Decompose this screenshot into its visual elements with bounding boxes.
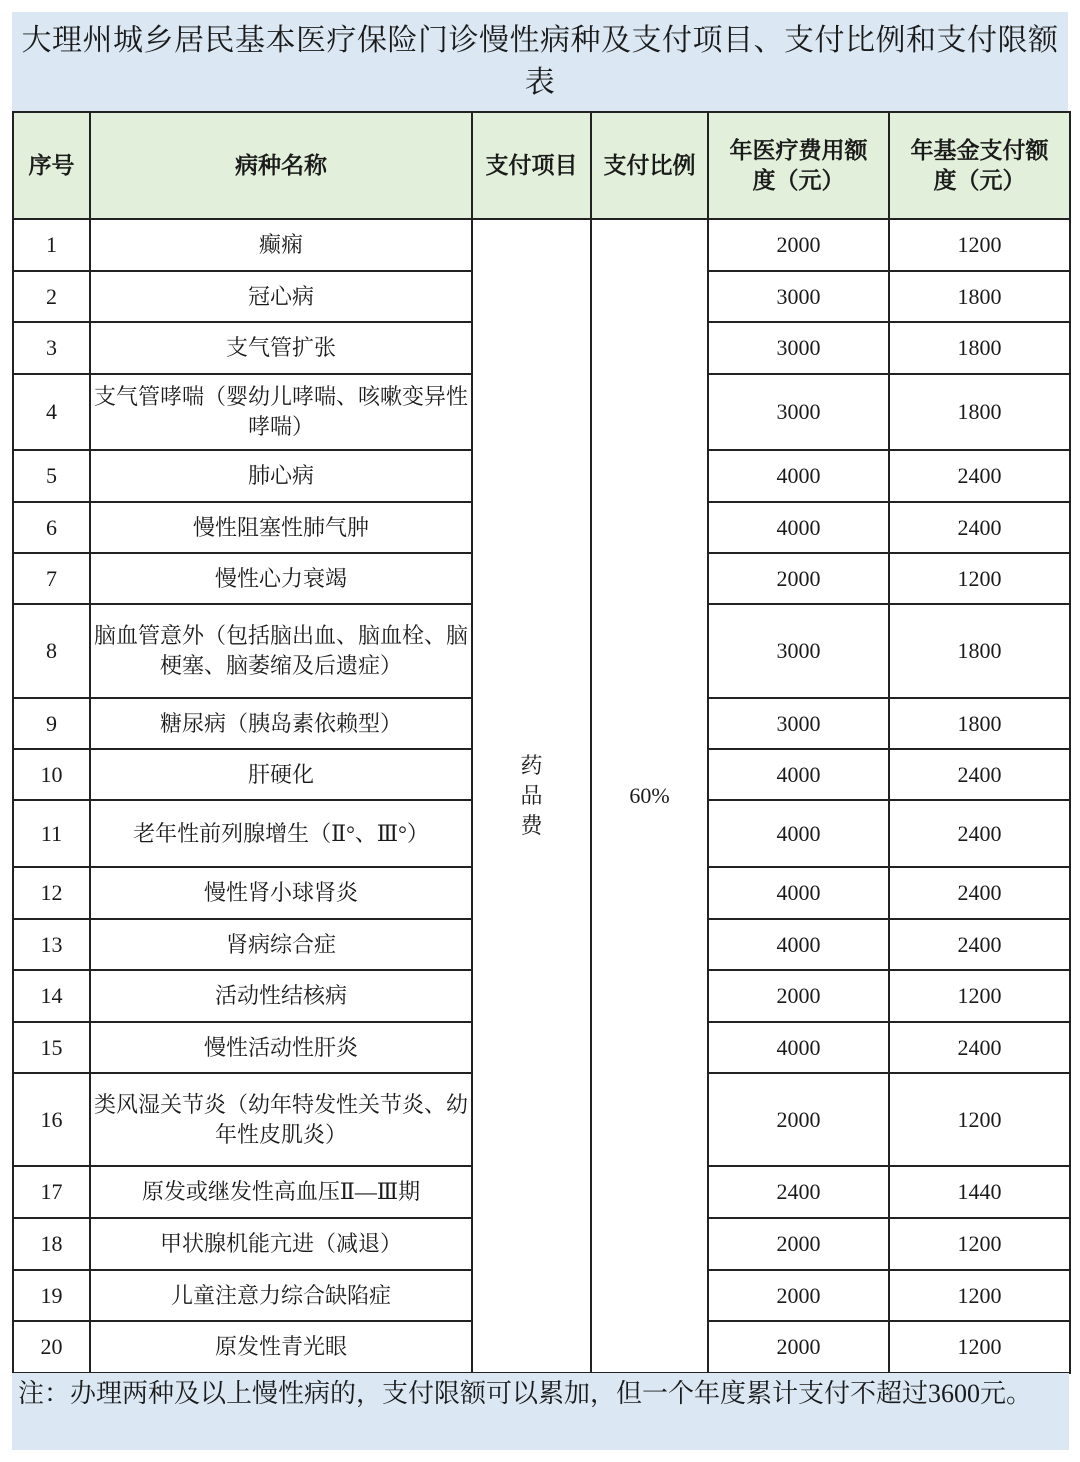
row-fund-limit: 1200 xyxy=(889,553,1070,604)
row-disease-name: 癫痫 xyxy=(90,219,472,271)
chronic-disease-table xyxy=(12,111,1071,1374)
footnote: 注：办理两种及以上慢性病的，支付限额可以累加，但一个年度累计支付不超过3600元。 xyxy=(12,1373,1069,1450)
row-fund-limit: 1200 xyxy=(889,219,1070,271)
row-disease-name: 糖尿病（胰岛素依赖型） xyxy=(90,698,472,749)
table-title: 大理州城乡居民基本医疗保险门诊慢性病种及支付项目、支付比例和支付限额表 xyxy=(12,12,1068,111)
row-disease-name: 原发或继发性高血压Ⅱ—Ⅲ期 xyxy=(90,1166,472,1218)
row-medical-limit: 4000 xyxy=(708,502,889,553)
row-no: 4 xyxy=(13,374,90,450)
row-disease-name: 脑血管意外（包括脑出血、脑血栓、脑梗塞、脑萎缩及后遗症） xyxy=(90,604,472,698)
row-medical-limit: 2400 xyxy=(708,1166,889,1218)
payment-item-text: 药品费 xyxy=(520,753,543,838)
row-fund-limit: 1200 xyxy=(889,1218,1070,1270)
row-medical-limit: 2000 xyxy=(708,1321,889,1373)
row-no: 19 xyxy=(13,1270,90,1321)
row-fund-limit: 1800 xyxy=(889,604,1070,698)
header-row xyxy=(13,112,1070,219)
row-disease-name: 支气管哮喘（婴幼儿哮喘、咳嗽变异性哮喘） xyxy=(90,374,472,450)
row-medical-limit: 3000 xyxy=(708,322,889,374)
header-medical-limit: 年医疗费用额度（元） xyxy=(708,112,889,219)
row-no: 14 xyxy=(13,970,90,1022)
row-fund-limit: 2400 xyxy=(889,919,1070,970)
row-disease-name: 慢性活动性肝炎 xyxy=(90,1022,472,1073)
row-no: 10 xyxy=(13,749,90,800)
row-no: 7 xyxy=(13,553,90,604)
row-disease-name: 肺心病 xyxy=(90,450,472,502)
row-fund-limit: 1200 xyxy=(889,1321,1070,1373)
table-row xyxy=(13,219,1070,271)
row-disease-name: 原发性青光眼 xyxy=(90,1321,472,1373)
row-disease-name: 慢性心力衰竭 xyxy=(90,553,472,604)
row-medical-limit: 2000 xyxy=(708,970,889,1022)
row-disease-name: 肝硬化 xyxy=(90,749,472,800)
header-fund-limit: 年基金支付额度（元） xyxy=(889,112,1070,219)
row-fund-limit: 2400 xyxy=(889,502,1070,553)
row-no: 12 xyxy=(13,867,90,919)
row-medical-limit: 2000 xyxy=(708,1270,889,1321)
row-no: 16 xyxy=(13,1073,90,1166)
header-no: 序号 xyxy=(13,112,90,219)
row-fund-limit: 1800 xyxy=(889,374,1070,450)
payment-ratio-cell: 60% xyxy=(591,219,708,1373)
row-no: 6 xyxy=(13,502,90,553)
row-no: 18 xyxy=(13,1218,90,1270)
row-medical-limit: 2000 xyxy=(708,553,889,604)
row-medical-limit: 3000 xyxy=(708,374,889,450)
header-payment-item: 支付项目 xyxy=(472,112,591,219)
row-no: 1 xyxy=(13,219,90,271)
row-disease-name: 肾病综合症 xyxy=(90,919,472,970)
row-disease-name: 慢性肾小球肾炎 xyxy=(90,867,472,919)
row-fund-limit: 2400 xyxy=(889,1022,1070,1073)
row-fund-limit: 1440 xyxy=(889,1166,1070,1218)
row-medical-limit: 2000 xyxy=(708,219,889,271)
row-medical-limit: 2000 xyxy=(708,1073,889,1166)
row-medical-limit: 2000 xyxy=(708,1218,889,1270)
row-disease-name: 支气管扩张 xyxy=(90,322,472,374)
row-medical-limit: 3000 xyxy=(708,604,889,698)
row-disease-name: 类风湿关节炎（幼年特发性关节炎、幼年性皮肌炎） xyxy=(90,1073,472,1166)
row-medical-limit: 3000 xyxy=(708,271,889,322)
row-fund-limit: 1800 xyxy=(889,271,1070,322)
row-medical-limit: 4000 xyxy=(708,867,889,919)
row-disease-name: 活动性结核病 xyxy=(90,970,472,1022)
row-no: 17 xyxy=(13,1166,90,1218)
row-disease-name: 老年性前列腺增生（Ⅱ°、Ⅲ°） xyxy=(90,800,472,867)
row-medical-limit: 4000 xyxy=(708,749,889,800)
row-no: 9 xyxy=(13,698,90,749)
row-fund-limit: 1200 xyxy=(889,1270,1070,1321)
header-payment-ratio: 支付比例 xyxy=(591,112,708,219)
payment-item-cell xyxy=(472,219,591,1373)
row-medical-limit: 3000 xyxy=(708,698,889,749)
row-medical-limit: 4000 xyxy=(708,800,889,867)
row-fund-limit: 2400 xyxy=(889,749,1070,800)
row-disease-name: 冠心病 xyxy=(90,271,472,322)
row-medical-limit: 4000 xyxy=(708,1022,889,1073)
row-no: 2 xyxy=(13,271,90,322)
row-no: 3 xyxy=(13,322,90,374)
row-disease-name: 儿童注意力综合缺陷症 xyxy=(90,1270,472,1321)
row-no: 8 xyxy=(13,604,90,698)
header-disease-name: 病种名称 xyxy=(90,112,472,219)
row-disease-name: 慢性阻塞性肺气肿 xyxy=(90,502,472,553)
row-fund-limit: 1800 xyxy=(889,322,1070,374)
row-fund-limit: 2400 xyxy=(889,450,1070,502)
row-fund-limit: 1200 xyxy=(889,1073,1070,1166)
row-medical-limit: 4000 xyxy=(708,919,889,970)
row-fund-limit: 1800 xyxy=(889,698,1070,749)
row-no: 20 xyxy=(13,1321,90,1373)
row-no: 11 xyxy=(13,800,90,867)
row-fund-limit: 1200 xyxy=(889,970,1070,1022)
row-fund-limit: 2400 xyxy=(889,800,1070,867)
row-no: 15 xyxy=(13,1022,90,1073)
row-fund-limit: 2400 xyxy=(889,867,1070,919)
row-medical-limit: 4000 xyxy=(708,450,889,502)
row-no: 5 xyxy=(13,450,90,502)
row-disease-name: 甲状腺机能亢进（减退） xyxy=(90,1218,472,1270)
row-no: 13 xyxy=(13,919,90,970)
